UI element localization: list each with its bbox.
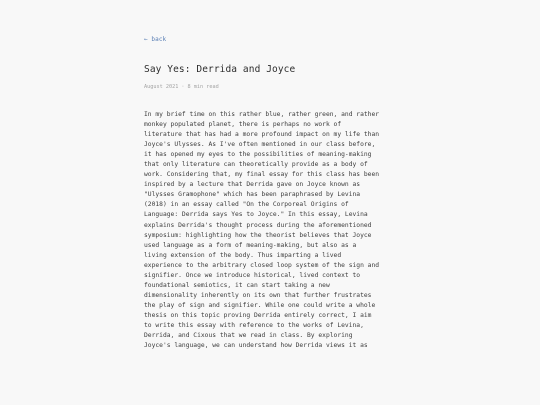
body-line: thesis on this topic proving Derrida entirely correct, I aim [144, 311, 372, 319]
body-line: Derrida, and Cixous that we read in class. By exploring [144, 332, 353, 340]
body-line: experience to the arbitrary closed loop system of the sign and [144, 261, 380, 269]
article-body [144, 110, 400, 351]
article-title: Say Yes: Derrida and Joyce [144, 64, 296, 75]
body-line: the play of sign and signifier. While one could write a whole [144, 301, 376, 309]
body-line: it has opened my eyes to the possibilities of meaning-making [144, 151, 372, 159]
body-line: to write this essay with reference to the works of Levina, [144, 321, 364, 329]
body-line: In my brief time on this rather blue, rather green, and rather [144, 111, 380, 118]
body-line: "Ulysses Gramophone" which has been paraphrased by Levina [144, 191, 361, 199]
body-line: work. Considering that, my final essay for this class has been [144, 171, 380, 179]
meta-separator: · [181, 84, 185, 90]
body-line: Joyce's Ulysses. As I've often mentioned in our class before, [144, 141, 376, 149]
back-link[interactable]: ← back [144, 36, 167, 43]
body-line: monkey populated planet, there is perhaps no work of [144, 121, 342, 129]
body-line: inspired by a lecture that Derrida gave on Joyce known as [144, 181, 361, 189]
body-line: signifier. Once we introduce historical, lived context to [144, 271, 361, 279]
body-line: living extension of the body. Thus imparting a lived [144, 251, 342, 259]
reading-time: 8 min read [187, 84, 219, 90]
body-line: explains Derrida's thought process during the aforementioned [144, 221, 372, 229]
body-line: (2018) in an essay called "On the Corporeal Origins of [144, 201, 349, 209]
body-line: dimensionality inherently on its own that further frustrates [144, 291, 372, 299]
body-line: used language as a form of meaning-making, but also as a [144, 241, 357, 249]
body-line: that only literature can theoretically provide as a body of [144, 161, 368, 169]
body-line: Language: Derrida says Yes to Joyce." In this essay, Levina [144, 211, 368, 219]
article-date: August 2021 [144, 84, 179, 90]
body-line: Joyce's language, we can understand how Derrida views it as [144, 342, 368, 350]
article-meta [144, 84, 219, 90]
body-line: foundational semiotics, it can start taking a new [144, 281, 330, 289]
body-line: symposium: highlighting how the theorist believes that Joyce [144, 231, 372, 239]
body-line: literature that has had a more profound impact on my life than [144, 131, 380, 139]
